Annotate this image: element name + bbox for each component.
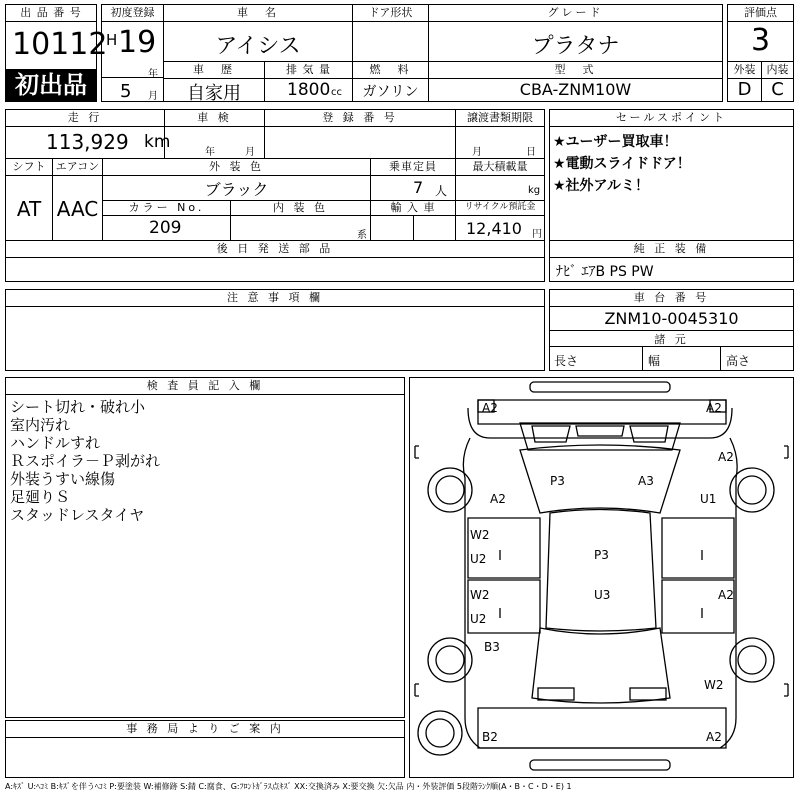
recycle-box bbox=[455, 200, 545, 241]
interior-grade-label: 内装 bbox=[762, 62, 793, 79]
int-color-label: 内 装 色 bbox=[231, 201, 370, 216]
inspection-label: 車 検 bbox=[165, 110, 264, 127]
score-label: 評価点 bbox=[728, 5, 793, 22]
mark-door-rr: A2 bbox=[718, 588, 734, 602]
inspector-line-4: Ｒスポイラ－Ｐ剥がれ bbox=[10, 452, 161, 470]
transfer-label: 譲渡書類期限 bbox=[456, 110, 544, 127]
displacement-label: 排 気 量 bbox=[265, 62, 352, 79]
aircon-box bbox=[52, 158, 103, 241]
model-box bbox=[428, 61, 723, 102]
inspector-line-3: ハンドルすれ bbox=[10, 434, 101, 452]
chassis-box bbox=[549, 289, 794, 371]
equipment-label: 純 正 装 備 bbox=[550, 241, 793, 258]
shift-label: シフト bbox=[6, 159, 52, 176]
grade-label: グレード bbox=[429, 5, 722, 22]
spec-height: 高さ bbox=[726, 354, 751, 368]
office-box bbox=[5, 720, 405, 778]
inspection-month-unit: 月 bbox=[245, 147, 255, 158]
exterior-grade-label: 外装 bbox=[728, 62, 761, 79]
mark-roof-2: U3 bbox=[594, 588, 611, 602]
model-value: CBA-ZNM10W bbox=[519, 80, 632, 99]
transfer-month-unit: 月 bbox=[472, 147, 482, 158]
mark-hood-right: A3 bbox=[638, 474, 654, 488]
inspection-year-unit: 年 bbox=[205, 147, 215, 158]
lot-label: 出 品 番 号 bbox=[6, 5, 96, 22]
car-name-box bbox=[163, 4, 353, 62]
history-label: 車 歴 bbox=[164, 62, 264, 79]
sales-point-3: ★社外アルミ！ bbox=[553, 178, 649, 194]
score-value: 3 bbox=[750, 23, 771, 58]
month-unit: 月 bbox=[148, 91, 158, 102]
inspector-box bbox=[5, 377, 405, 718]
sales-points-label: セールスポイント bbox=[550, 110, 793, 127]
transfer-day-unit: 日 bbox=[526, 147, 536, 158]
inspector-line-7: スタッドレスタイヤ bbox=[10, 506, 145, 524]
door-box bbox=[352, 4, 429, 62]
grade-box bbox=[428, 4, 723, 62]
notes-label: 注 意 事 項 欄 bbox=[6, 290, 544, 307]
sales-points-box bbox=[549, 109, 794, 241]
aircon-label: エアコン bbox=[53, 159, 102, 176]
mark-door-rl-1: W2 bbox=[470, 588, 490, 602]
equipment-value: ﾅﾋﾞ ｴｱB PS PW bbox=[556, 264, 654, 280]
shift-box bbox=[5, 158, 53, 241]
inspection-box bbox=[164, 109, 265, 159]
reg-number-box bbox=[264, 109, 456, 159]
mileage-label: 走 行 bbox=[6, 110, 164, 127]
int-color-box bbox=[230, 200, 371, 241]
score-box bbox=[727, 4, 794, 62]
color-no-value: 209 bbox=[149, 218, 182, 238]
legend: A:ｷｽﾞ U:ﾍｺﾐ B:ｷｽﾞを伴うﾍｺﾐ P:要塗装 W:補修跡 S:錆 C:腐食、G:ﾌﾛﾝﾄｶﾞﾗｽ点ｷｽﾞ XX:交換済み X:要交換 欠:欠品 内・外装評価 5段階ﾗﾝｸ順(A・B・C・D・E) 1 bbox=[5, 782, 572, 791]
damage-diagram bbox=[409, 377, 794, 778]
mark-quarter-left: B3 bbox=[484, 640, 500, 654]
max-load-unit: kg bbox=[528, 185, 541, 196]
interior-grade-box bbox=[761, 61, 794, 102]
ext-color-label: 外 装 色 bbox=[103, 159, 370, 176]
inspector-line-2: 室内汚れ bbox=[10, 416, 71, 434]
history-value: 自家用 bbox=[187, 83, 241, 104]
sales-point-1: ★ユーザー買取車！ bbox=[553, 134, 678, 150]
inspector-line-6: 足廻りＳ bbox=[10, 488, 71, 506]
chassis-value: ZNM10-0045310 bbox=[604, 309, 739, 328]
first-listing-badge: 初出品 bbox=[6, 69, 96, 101]
color-no-box bbox=[102, 200, 231, 241]
displacement-value: 1800 bbox=[287, 80, 331, 100]
exterior-grade-box bbox=[727, 61, 762, 102]
era-label: H bbox=[106, 31, 118, 49]
first-registration-year: 19 bbox=[118, 25, 157, 60]
fuel-box bbox=[352, 61, 429, 102]
later-parts-box bbox=[5, 240, 545, 282]
lot-box bbox=[5, 4, 108, 102]
chassis-label: 車 台 番 号 bbox=[550, 290, 793, 307]
capacity-value: 7 bbox=[413, 178, 424, 197]
recycle-unit: 円 bbox=[532, 229, 542, 240]
mark-door-fl-2: U2 bbox=[470, 552, 487, 566]
interior-grade-value: C bbox=[771, 79, 784, 100]
model-label: 型 式 bbox=[429, 62, 722, 79]
mark-bumper-left: B2 bbox=[482, 730, 498, 744]
ext-color-value: ブラック bbox=[204, 180, 269, 199]
first-registration-month: 5 bbox=[120, 81, 132, 102]
mark-rear-right: W2 bbox=[704, 678, 724, 692]
shift-value: AT bbox=[16, 197, 42, 221]
inspector-label: 検 査 員 記 入 欄 bbox=[6, 378, 404, 395]
displacement-box bbox=[264, 61, 353, 102]
displacement-unit: cc bbox=[331, 87, 342, 98]
capacity-label: 乗車定員 bbox=[371, 159, 455, 176]
history-box bbox=[163, 61, 265, 102]
car-name-label: 車 名 bbox=[164, 5, 352, 22]
import-label: 輸 入 車 bbox=[371, 201, 455, 216]
year-unit: 年 bbox=[148, 69, 158, 80]
mark-bumper-right: A2 bbox=[706, 730, 722, 744]
recycle-label: リサイクル預託金 bbox=[456, 201, 544, 216]
office-label: 事 務 局 よ り ご 案 内 bbox=[6, 721, 404, 738]
aircon-value: AAC bbox=[56, 197, 99, 221]
recycle-value: 12,410 bbox=[466, 219, 522, 238]
spec-width: 幅 bbox=[648, 354, 661, 368]
mark-door-fl-1: W2 bbox=[470, 528, 490, 542]
first-registration-label: 初度登録 bbox=[102, 5, 163, 22]
mark-roof-1: P3 bbox=[594, 548, 609, 562]
ext-color-box bbox=[102, 158, 371, 201]
capacity-unit: 人 bbox=[435, 184, 448, 198]
int-color-unit: 系 bbox=[357, 230, 367, 241]
import-box bbox=[370, 200, 456, 241]
equipment-box bbox=[549, 240, 794, 282]
max-load-box bbox=[455, 158, 545, 201]
mileage-value: 113,929 bbox=[46, 130, 129, 154]
lot-number: 10112 bbox=[12, 27, 108, 62]
spec-length: 長さ bbox=[554, 354, 579, 368]
inspector-line-5: 外装うすい線傷 bbox=[10, 470, 116, 488]
mark-hood-left: P3 bbox=[550, 474, 565, 488]
exterior-grade-value: D bbox=[737, 79, 752, 100]
inspector-line-1: シート切れ・破れ小 bbox=[10, 398, 146, 416]
fuel-value: ガソリン bbox=[362, 84, 419, 100]
fuel-label: 燃 料 bbox=[353, 62, 428, 79]
max-load-label: 最大積載量 bbox=[456, 159, 544, 176]
mark-front-right: A2 bbox=[706, 401, 722, 415]
mark-u1: U1 bbox=[700, 492, 717, 506]
mileage-box bbox=[5, 109, 171, 159]
mark-door-rl-2: U2 bbox=[470, 612, 487, 626]
first-registration-box bbox=[101, 4, 164, 102]
sales-point-2: ★電動スライドドア！ bbox=[553, 156, 691, 172]
transfer-box bbox=[455, 109, 545, 159]
mark-fender-right: A2 bbox=[718, 450, 734, 464]
color-no-label: カラー No. bbox=[103, 201, 230, 216]
mark-fender-left: A2 bbox=[490, 492, 506, 506]
car-outline-diagram bbox=[410, 378, 793, 777]
specs-label: 諸 元 bbox=[654, 333, 689, 346]
grade-value: プラタナ bbox=[531, 34, 620, 59]
capacity-box bbox=[370, 158, 456, 201]
later-parts-label: 後 日 発 送 部 品 bbox=[6, 241, 544, 258]
notes-box bbox=[5, 289, 545, 371]
door-label: ドア形状 bbox=[353, 5, 428, 22]
mark-front-left: A2 bbox=[482, 401, 498, 415]
car-name-value: アイシス bbox=[215, 34, 301, 59]
reg-number-label: 登 録 番 号 bbox=[265, 110, 455, 127]
mileage-unit: km bbox=[144, 132, 171, 152]
